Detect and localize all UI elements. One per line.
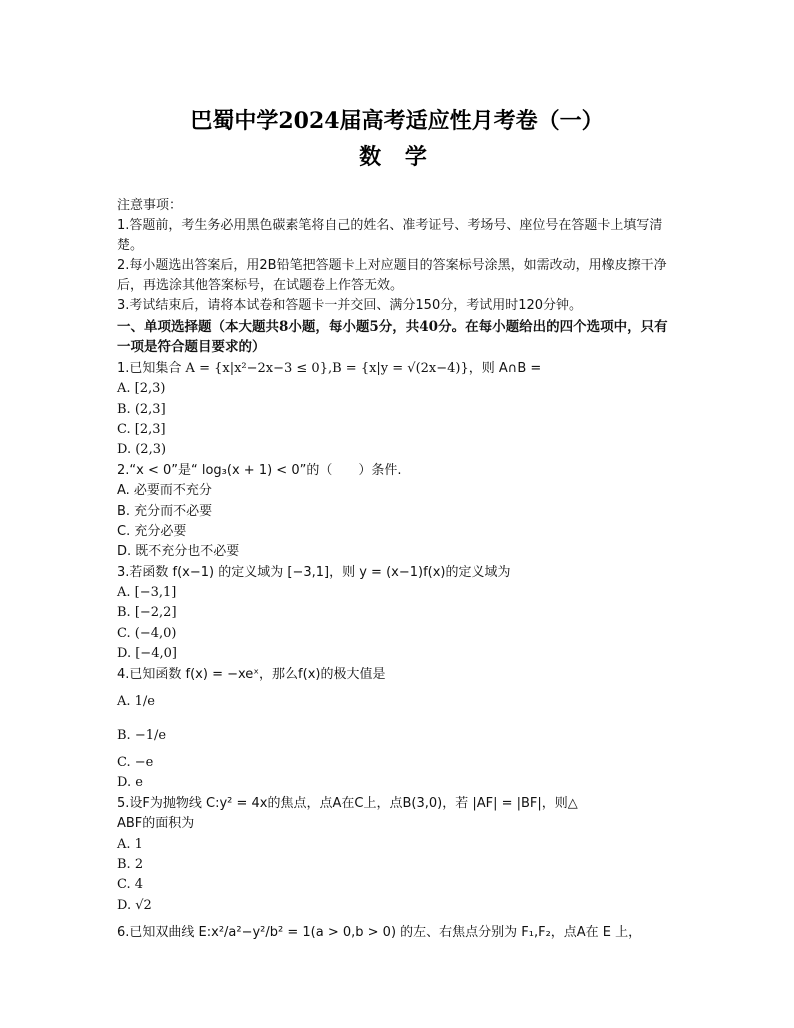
section-heading: 一、单项选择题（本大题共8小题，每小题5分，共40分。在每小题给出的四个选项中，只有一项是符合题目要求的） (117, 318, 668, 355)
notes-heading: 注意事项： (117, 198, 183, 213)
exam-title: 巴蜀中学2024届高考适应性月考卷（一） (190, 108, 604, 134)
answer-option: D. e (117, 775, 143, 791)
answer-option: A. 1/e (117, 694, 155, 710)
answer-option: B. 2 (117, 856, 144, 872)
answer-option: B. [−2,2] (117, 605, 177, 621)
answer-option: D. 既不充分也不必要 (117, 544, 240, 560)
question-stem-continued: ABF的面积为 (117, 816, 195, 832)
question-stem: 3.若函数 f(x−1) 的定义域为 [−3,1]，则 y = (x−1)f(x)的定义域为 (117, 564, 511, 580)
answer-option: A. [2,3) (117, 381, 166, 397)
note-item: 1.答题前，考生务必用黑色碳素笔将自己的姓名、准考证号、考场号、座位号在答题卡上填写清楚。 (117, 218, 663, 254)
answer-option: D. (2,3) (117, 442, 167, 458)
answer-option: C. −e (117, 755, 154, 771)
question-stem: 2.“x < 0”是“ log₃(x + 1) < 0”的（ ）条件. (117, 462, 402, 478)
answer-option: C. [2,3] (117, 421, 166, 437)
subject-title: 数 学 (359, 144, 435, 170)
question-stem: 6.已知双曲线 E:x²/a²−y²/b² = 1(a > 0,b > 0) 的左、右焦点分别为 F₁,F₂，点A在 E 上， (117, 925, 642, 941)
answer-option: B. −1/e (117, 728, 167, 744)
answer-option: C. 充分必要 (117, 523, 187, 539)
answer-option: A. 必要而不充分 (117, 483, 212, 499)
answer-option: C. 4 (117, 877, 144, 893)
question-stem: 1.已知集合 A = {x|x²−2x−3 ≤ 0},B = {x|y = √(2x−4)}，则 A∩B = (117, 360, 542, 376)
answer-option: B. (2,3] (117, 401, 166, 417)
answer-option: C. (−4,0) (117, 625, 177, 641)
answer-option: D. [−4,0] (117, 646, 177, 662)
exam-content (117, 196, 677, 950)
answer-option: A. [−3,1] (117, 585, 177, 601)
note-item: 2.每小题选出答案后，用2B铅笔把答题卡上对应题目的答案标号涂黑，如需改动，用橡皮擦干净后，再选涂其他答案标号，在试题卷上作答无效。 (117, 258, 667, 294)
question-stem: 5.设F为抛物线 C:y² = 4x的焦点，点A在C上，点B(3,0)，若 |AF| = |BF|，则△ (117, 795, 578, 811)
answer-option: D. √2 (117, 897, 152, 913)
answer-option: A. 1 (117, 836, 143, 852)
answer-option: B. 充分而不必要 (117, 503, 213, 519)
question-stem: 4.已知函数 f(x) = −xeˣ，那么f(x)的极大值是 (117, 666, 386, 682)
note-item: 3.考试结束后，请将本试卷和答题卡一并交回、满分150分，考试用时120分钟。 (117, 298, 583, 314)
